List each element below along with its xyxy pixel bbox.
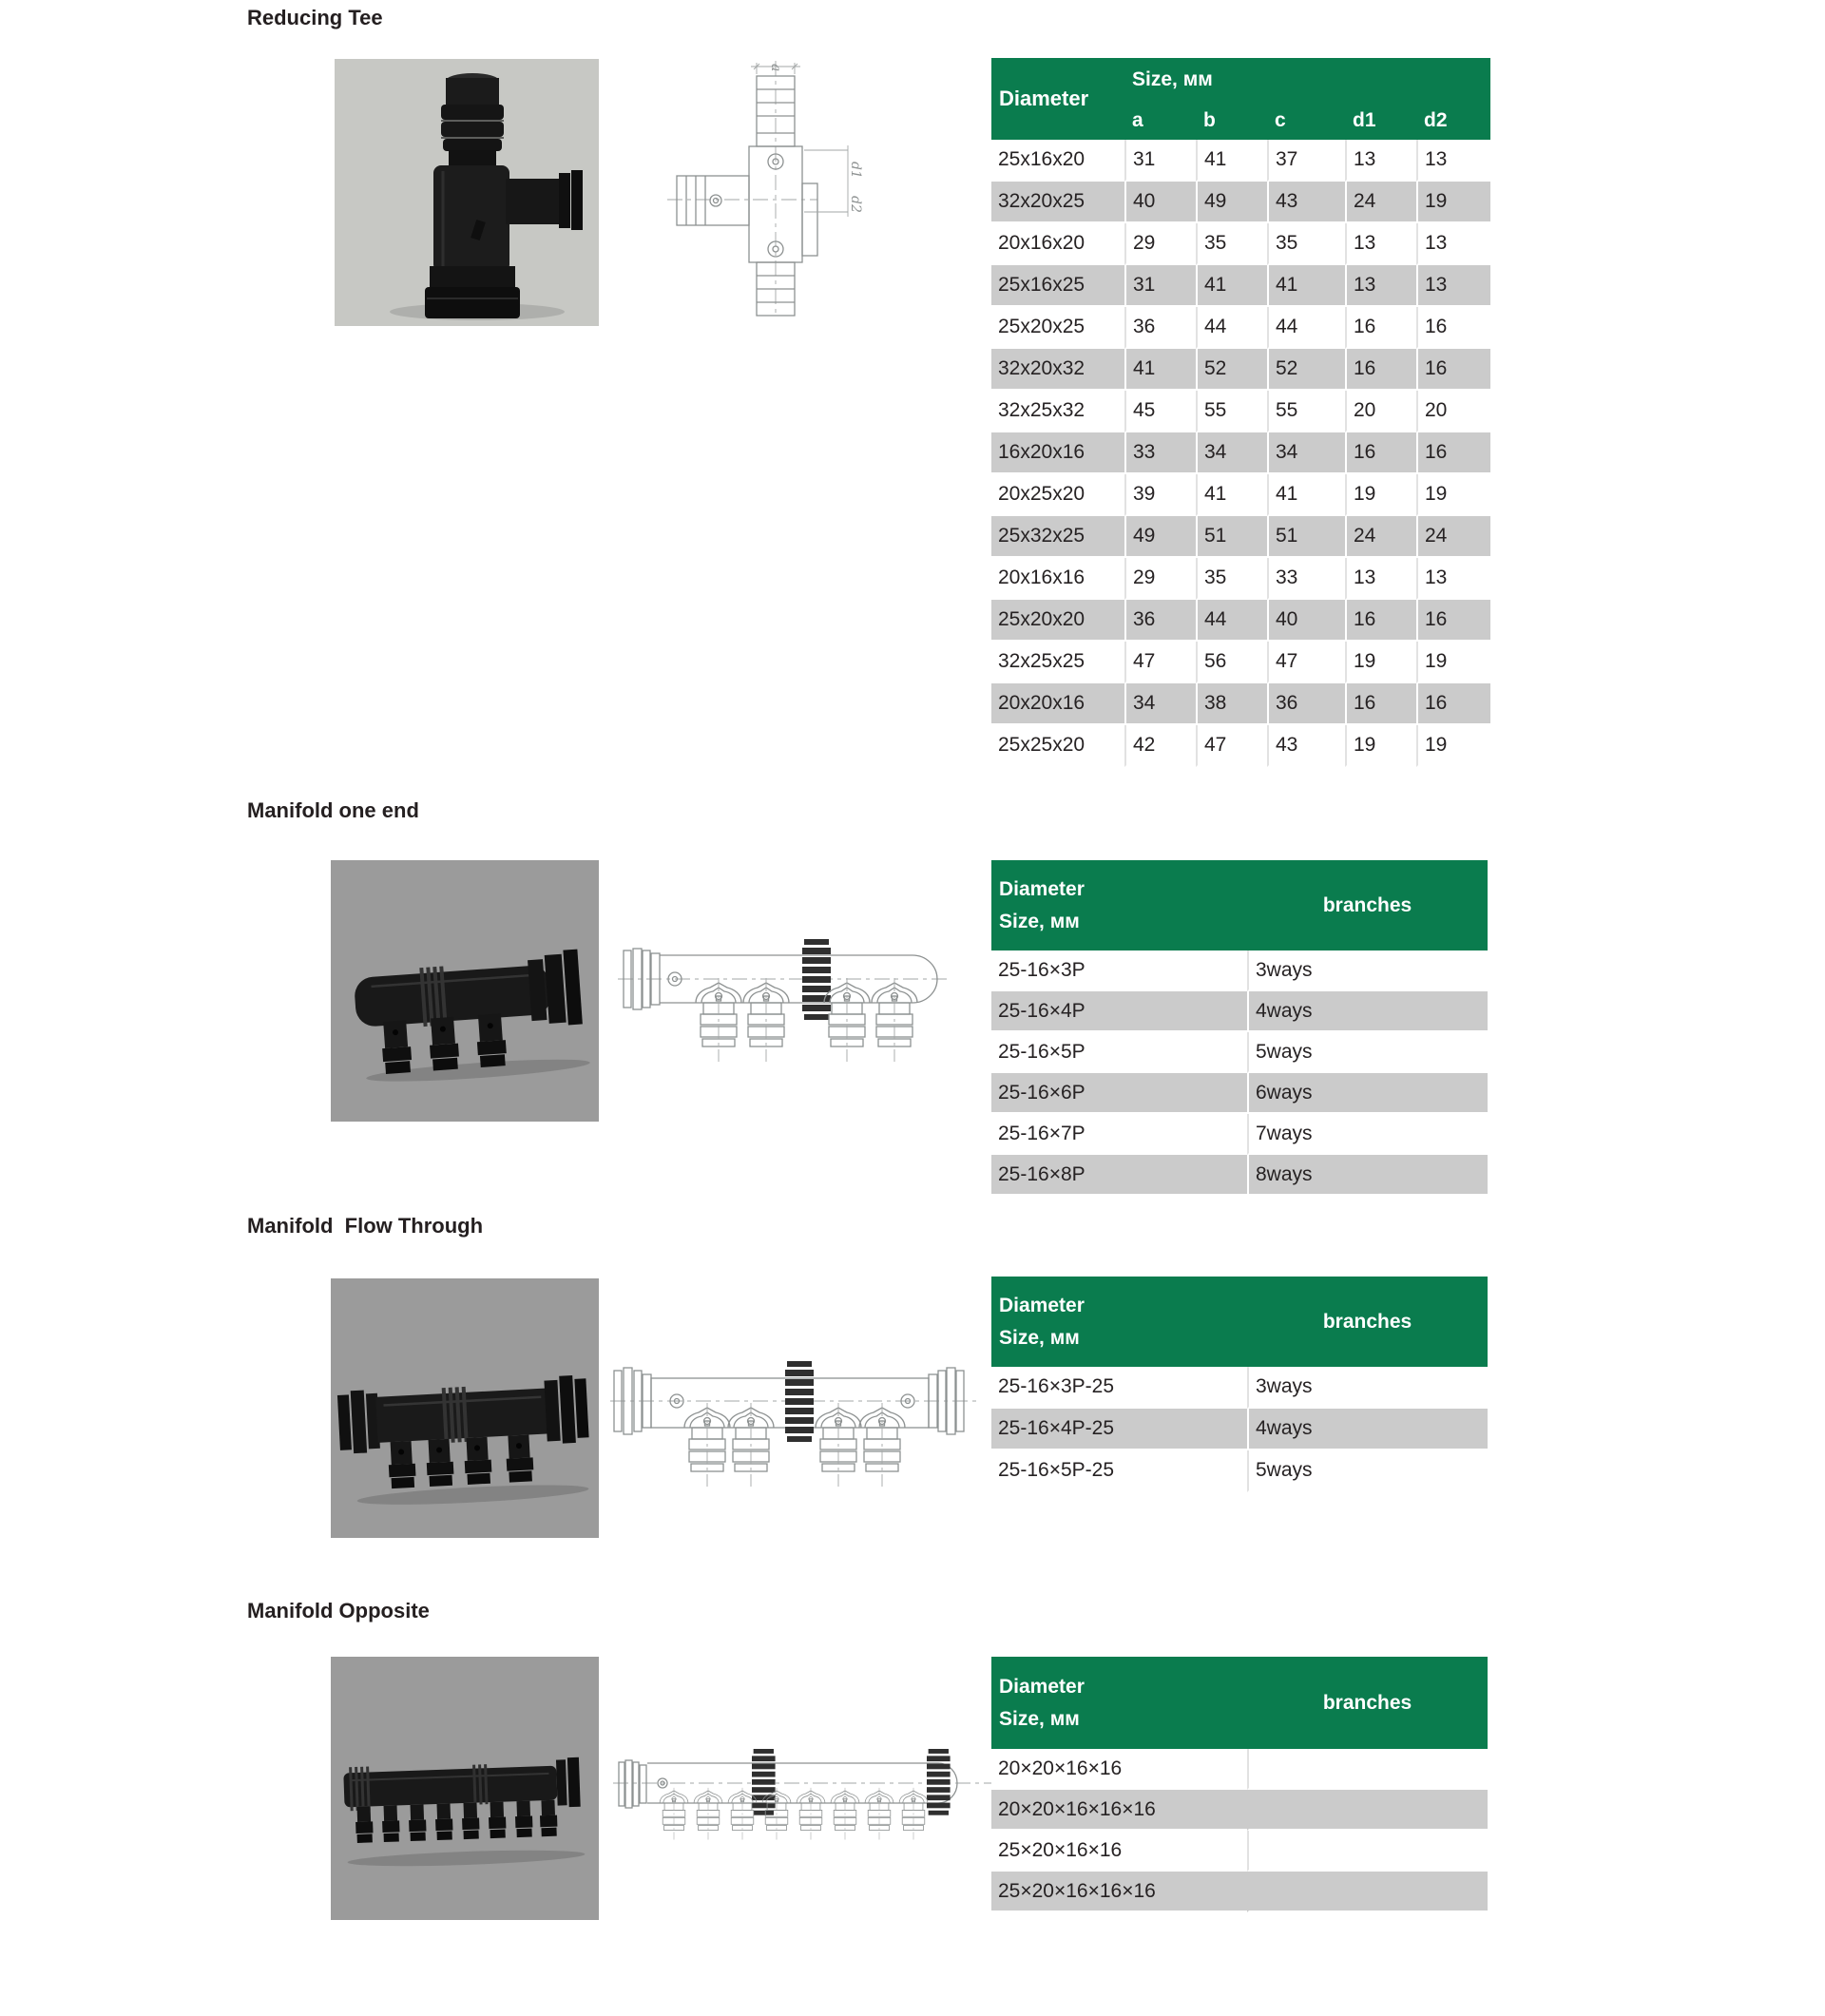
reducing-tee-photo-art [335,59,599,326]
col-header-d1: d1 [1345,102,1416,140]
cell: 41 [1124,349,1196,391]
cell: 29 [1124,223,1196,265]
col-header-branches: branches [1247,860,1488,950]
cell: 16x20x16 [991,432,1124,474]
manifold-one-end-photo-art [331,860,599,1122]
cell: 19 [1416,182,1490,223]
table-header-row [991,58,1490,102]
cell [1247,1872,1488,1912]
cell: 4ways [1247,991,1488,1032]
cell: 13 [1345,223,1416,265]
cell: 40 [1124,182,1196,223]
cell: 20x16x20 [991,223,1124,265]
cell: 25-16×4P-25 [991,1409,1247,1450]
cell: 19 [1416,642,1490,683]
col-header-diameter: Diameter [991,58,1124,140]
table-row [991,558,1490,600]
cell: 8ways [1247,1155,1488,1196]
cell: 55 [1196,391,1267,432]
technical-drawing-manifold-flow-through [608,1329,981,1498]
cell: 35 [1267,223,1345,265]
cell: 25x20x20 [991,600,1124,642]
cell: 16 [1345,600,1416,642]
col-header-size-group: Size, мм [1124,58,1490,102]
table-row [991,140,1490,182]
cell: 34 [1267,432,1345,474]
col-header-branches: branches [1247,1657,1488,1749]
col-header-c: c [1267,102,1345,140]
table-row [991,950,1488,991]
manifold-opposite-photo-art [331,1657,599,1920]
table-row [991,391,1490,432]
cell: 25×20×16×16 [991,1831,1247,1872]
dim-label-a: a [768,64,783,72]
cell: 16 [1416,683,1490,725]
col-header-d2: d2 [1416,102,1490,140]
cell: 32x20x32 [991,349,1124,391]
table-row [991,683,1490,725]
cell: 24 [1345,182,1416,223]
cell: 38 [1196,683,1267,725]
cell: 19 [1416,474,1490,516]
cell [1247,1831,1488,1872]
table-row [991,265,1490,307]
cell: 51 [1267,516,1345,558]
table-row [991,1790,1488,1831]
cell: 25x20x25 [991,307,1124,349]
cell: 34 [1196,432,1267,474]
reducing-tee-table [991,58,1490,767]
cell: 52 [1267,349,1345,391]
cell: 19 [1416,725,1490,767]
table-header-row [991,1657,1488,1749]
table-row [991,182,1490,223]
cell: 32x25x32 [991,391,1124,432]
cell: 20 [1345,391,1416,432]
product-photo-manifold-flow-through [331,1278,599,1538]
cell: 55 [1267,391,1345,432]
cell: 32x25x25 [991,642,1124,683]
cell: 41 [1196,474,1267,516]
cell: 16 [1416,600,1490,642]
cell: 44 [1196,307,1267,349]
col-header-diameter-size: Diameter Size, мм [991,1657,1247,1749]
cell: 13 [1345,265,1416,307]
cell: 41 [1196,265,1267,307]
manifold-opposite-table [991,1657,1488,1912]
table-row [991,1749,1488,1790]
product-photo-manifold-one-end [331,860,599,1122]
table-row [991,991,1488,1032]
cell: 36 [1267,683,1345,725]
technical-drawing-manifold-one-end [616,911,951,1070]
cell: 31 [1124,265,1196,307]
cell: 3ways [1247,1367,1488,1409]
cell: 13 [1416,223,1490,265]
cell: 3ways [1247,950,1488,991]
cell: 43 [1267,725,1345,767]
cell: 35 [1196,558,1267,600]
cell: 24 [1416,516,1490,558]
product-photo-reducing-tee [335,59,599,326]
cell: 25-16×5P-25 [991,1450,1247,1492]
section-title-manifold-opposite: Manifold Opposite [247,1599,430,1622]
cell: 25-16×3P-25 [991,1367,1247,1409]
cell: 52 [1196,349,1267,391]
section-title-manifold-flow-through: Manifold Flow Through [247,1214,484,1238]
cell: 47 [1124,642,1196,683]
table-row [991,1155,1488,1196]
dim-label-d2: d2 [848,196,863,213]
table-row [991,223,1490,265]
table-row [991,1032,1488,1073]
table-row [991,516,1490,558]
cell: 19 [1345,725,1416,767]
cell: 33 [1267,558,1345,600]
table-row [991,474,1490,516]
manifold-flow-through-table [991,1277,1488,1492]
dim-label-d1: d1 [848,162,863,179]
cell: 49 [1196,182,1267,223]
cell: 16 [1345,349,1416,391]
cell: 47 [1267,642,1345,683]
table-row [991,307,1490,349]
cell: 42 [1124,725,1196,767]
cell: 4ways [1247,1409,1488,1450]
cell: 16 [1345,432,1416,474]
cell: 44 [1267,307,1345,349]
cell: 16 [1345,307,1416,349]
table-row [991,725,1490,767]
cell: 20×20×16×16×16 [991,1790,1247,1831]
cell: 25-16×8P [991,1155,1247,1196]
product-photo-manifold-opposite [331,1657,599,1920]
cell: 45 [1124,391,1196,432]
cell: 35 [1196,223,1267,265]
cell: 41 [1196,140,1267,182]
cell [1247,1749,1488,1790]
cell: 51 [1196,516,1267,558]
cell: 16 [1416,349,1490,391]
cell: 19 [1345,642,1416,683]
manifold-one-end-table [991,860,1488,1196]
cell: 36 [1124,307,1196,349]
cell [1247,1790,1488,1831]
cell: 20x20x16 [991,683,1124,725]
cell: 24 [1345,516,1416,558]
table-header-row [991,860,1488,950]
cell: 56 [1196,642,1267,683]
table-row [991,1831,1488,1872]
col-header-diameter-size: Diameter Size, мм [991,860,1247,950]
technical-drawing-reducing-tee [665,55,870,323]
cell: 16 [1416,432,1490,474]
cell: 41 [1267,265,1345,307]
cell: 19 [1345,474,1416,516]
cell: 13 [1345,140,1416,182]
cell: 31 [1124,140,1196,182]
cell: 25×20×16×16×16 [991,1872,1247,1912]
cell: 25-16×6P [991,1073,1247,1114]
section-title-manifold-one-end: Manifold one end [247,798,419,822]
cell: 32x20x25 [991,182,1124,223]
cell: 25x25x20 [991,725,1124,767]
col-header-a: a [1124,102,1196,140]
cell: 29 [1124,558,1196,600]
cell: 49 [1124,516,1196,558]
manifold-flow-through-photo-art [331,1278,599,1538]
table-row [991,600,1490,642]
table-row [991,642,1490,683]
table-row [991,1872,1488,1912]
cell: 47 [1196,725,1267,767]
table-row [991,432,1490,474]
section-title-reducing-tee: Reducing Tee [247,6,383,29]
cell: 16 [1416,307,1490,349]
cell: 37 [1267,140,1345,182]
col-header-branches: branches [1247,1277,1488,1367]
cell: 20x25x20 [991,474,1124,516]
cell: 25x32x25 [991,516,1124,558]
table-row [991,1409,1488,1450]
technical-drawing-manifold-opposite [613,1738,993,1875]
cell: 25-16×4P [991,991,1247,1032]
cell: 33 [1124,432,1196,474]
col-header-b: b [1196,102,1267,140]
table-row [991,349,1490,391]
cell: 20x16x16 [991,558,1124,600]
cell: 20×20×16×16 [991,1749,1247,1790]
cell: 13 [1416,140,1490,182]
cell: 34 [1124,683,1196,725]
cell: 16 [1345,683,1416,725]
cell: 40 [1267,600,1345,642]
table-row [991,1073,1488,1114]
cell: 25-16×3P [991,950,1247,991]
cell: 13 [1416,558,1490,600]
table-header-row [991,1277,1488,1367]
cell: 36 [1124,600,1196,642]
cell: 25x16x20 [991,140,1124,182]
cell: 41 [1267,474,1345,516]
cell: 25x16x25 [991,265,1124,307]
table-row [991,1114,1488,1155]
cell: 25-16×7P [991,1114,1247,1155]
cell: 25-16×5P [991,1032,1247,1073]
cell: 7ways [1247,1114,1488,1155]
cell: 6ways [1247,1073,1488,1114]
cell: 43 [1267,182,1345,223]
cell: 44 [1196,600,1267,642]
table-row [991,1367,1488,1409]
cell: 20 [1416,391,1490,432]
cell: 5ways [1247,1450,1488,1492]
col-header-diameter-size: Diameter Size, мм [991,1277,1247,1367]
cell: 5ways [1247,1032,1488,1073]
cell: 39 [1124,474,1196,516]
table-row [991,1450,1488,1492]
cell: 13 [1345,558,1416,600]
cell: 13 [1416,265,1490,307]
